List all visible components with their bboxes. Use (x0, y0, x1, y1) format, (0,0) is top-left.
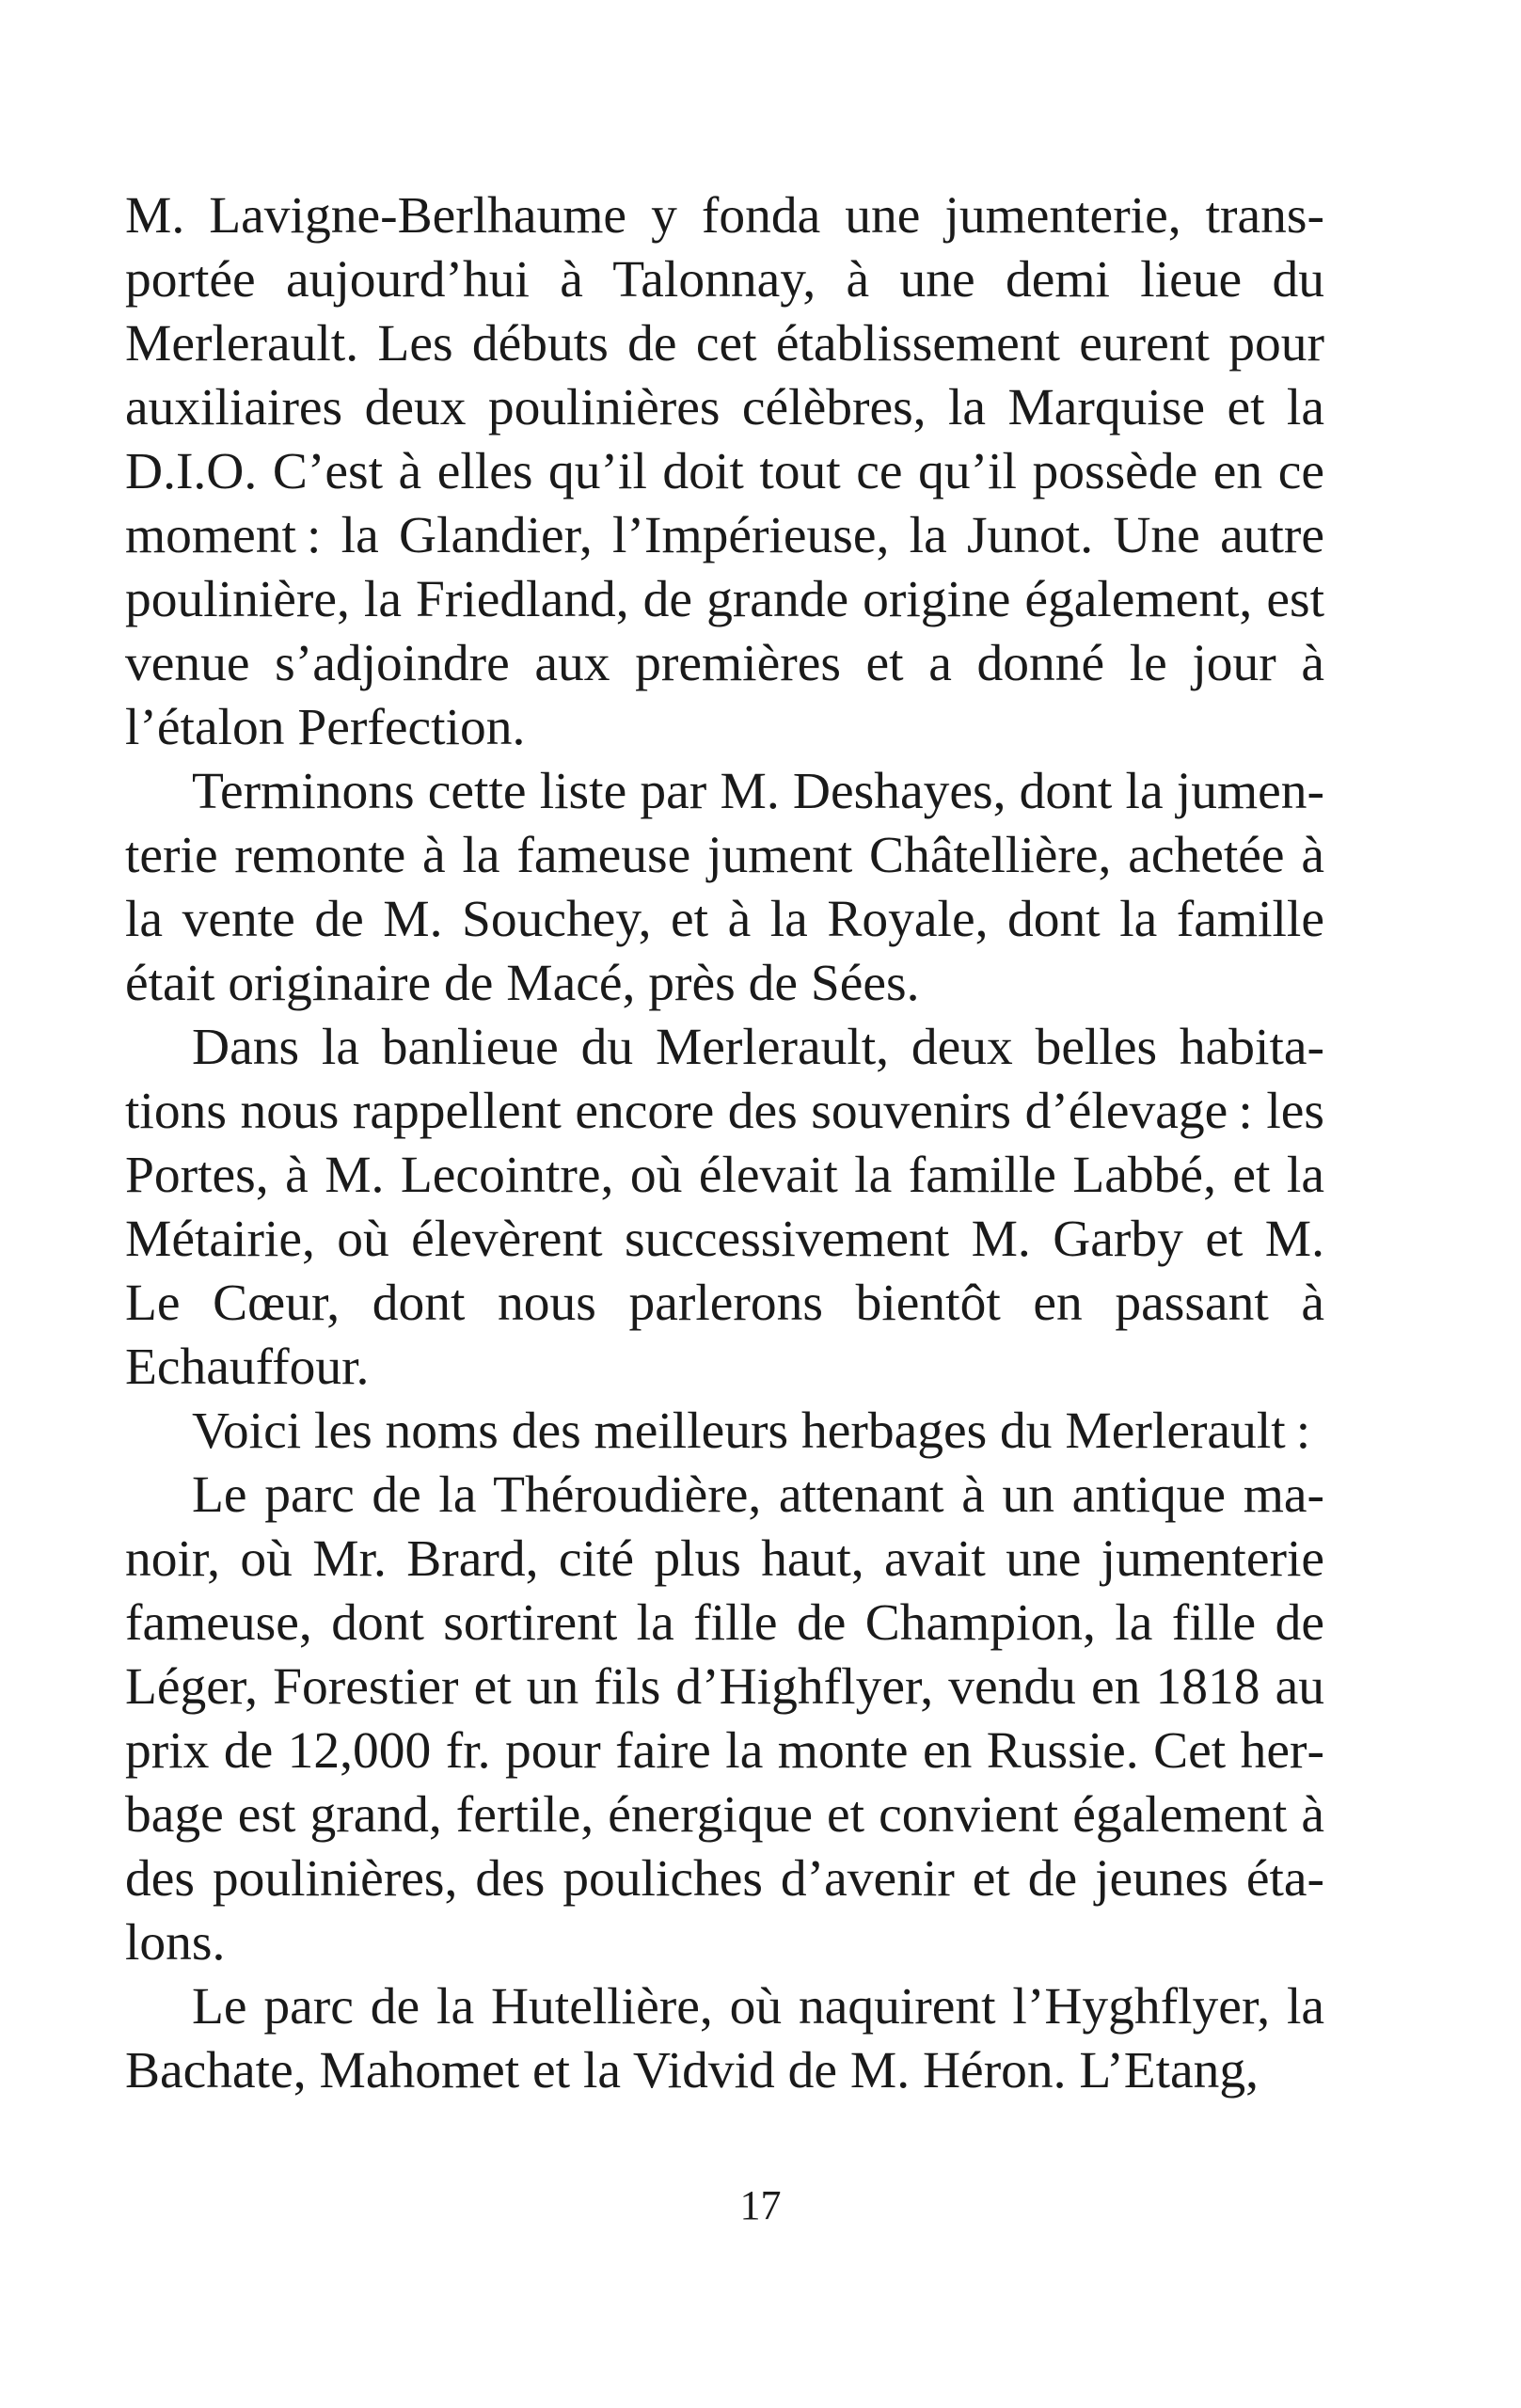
paragraph-lavigne-berlhaume: M. Lavigne-Berlhaume y fonda une jumenterie, transportée aujourd’hui à Talonnay, à une demi lieue du Merlerault. Les débuts de cet établissement eurent pour auxiliaires deux poulinières célèbres, la Marquise et la D.I.O. C’est à elles qu’il doit tout ce qu’il possède en ce moment : la Glandier, l’Impérieuse, la Junot. Une autre poulinière, la Friedland, de grande origine également, est venue s’adjoindre aux premières et a donné le jour à l’étalon Perfection. (125, 187, 1324, 756)
paragraph-banlieue: Dans la banlieue du Merlerault, deux belles habitations nous rappellent encore des souvenirs d’élevage : les Portes, à M. Lecointre, où élevait la famille Labbé, et la Métairie, où élevèrent successivement M. Garby et M. Le Cœur, dont nous parlerons bientôt en passant à Echauffour. (125, 1019, 1324, 1396)
paragraph-herbages-intro: Voici les noms des meilleurs herbages du Merlerault : (192, 1402, 1311, 1460)
paragraph-theroudiere: Le parc de la Théroudière, attenant à un antique manoir, où Mr. Brard, cité plus haut, avait une jumenterie fameuse, dont sortirent la fille de Champion, la fille de Léger, Forestier et un fils d’Highflyer, vendu en 1818 au prix de 12,000 fr. pour faire la monte en Russie. Cet herbage est grand, fertile, énergique et convient également à des poulinières, des pouliches d’avenir et de jeunes étalons. (125, 1466, 1324, 1972)
paragraph-deshayes: Terminons cette liste par M. Deshayes, dont la jumenterie remonte à la fameuse jument Châtellière, achetée à la vente de M. Souchey, et à la Royale, dont la famille était originaire de Macé, près de Sées. (125, 763, 1324, 1012)
page-number: 17 (739, 2182, 782, 2228)
page-body-text (125, 184, 1324, 2103)
paragraph-hutelliere: Le parc de la Hutellière, où naquirent l’Hyghflyer, la Bachate, Mahomet et la Vidvid de M. Héron. L’Etang, (125, 1978, 1324, 2099)
